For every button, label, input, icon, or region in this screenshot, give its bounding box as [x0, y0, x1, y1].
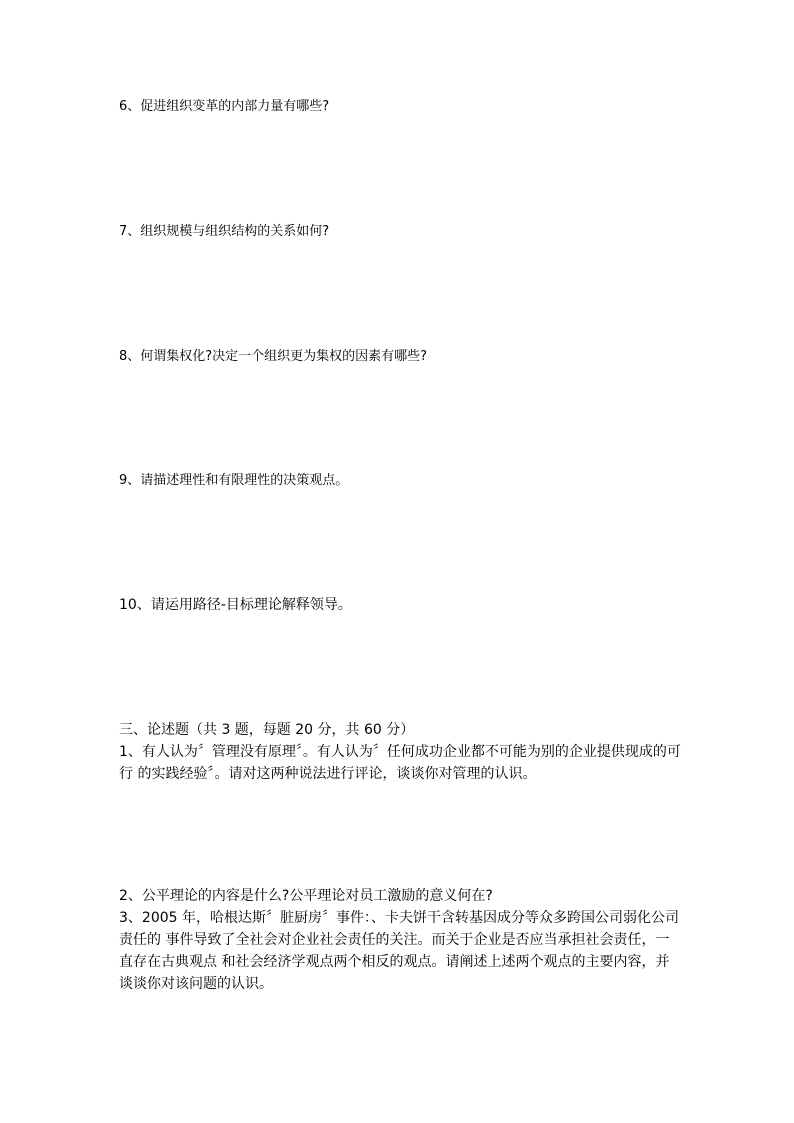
question-8: 8、何谓集权化?决定一个组织更为集权的因素有哪些? [119, 349, 428, 364]
essay-3-line-1: 3、2005 年，哈根达斯〞脏厨房〞事件：、卡夫饼干含转基因成分等众多跨国公司弱化公司 [119, 910, 679, 926]
section-heading: 三、论述题（共 3 题，每题 20 分，共 60 分） [119, 722, 415, 738]
essay-1-line-1: 1、有人认为〞管理没有原理〞。有人认为〞任何成功企业都不可能为别的企业提供现成的可 [119, 744, 681, 760]
question-7: 7、组织规模与组织结构的关系如何? [119, 224, 330, 239]
question-6: 6、促进组织变革的内部力量有哪些? [119, 99, 330, 114]
question-10: 10、请运用路径-目标理论解释领导。 [119, 597, 352, 613]
essay-3-line-4: 谈谈你对该问题的认识。 [119, 976, 273, 992]
essay-question-2: 2、公平理论的内容是什么?公平理论对员工激励的意义何在? [119, 888, 493, 904]
essay-3-line-2: 责任的 事件导致了全社会对企业社会责任的关注。而关于企业是否应当承担社会责任，一 [119, 932, 670, 948]
question-9: 9、请描述理性和有限理性的决策观点。 [119, 473, 349, 488]
essay-3-line-3: 直存在古典观点 和社会经济学观点两个相反的观点。请阐述上述两个观点的主要内容，并 [119, 954, 670, 970]
essay-question-1 [119, 741, 679, 785]
essay-1-line-2: 行 的实践经验〞。请对这两种说法进行评论，谈谈你对管理的认识。 [119, 766, 537, 782]
essay-question-3 [119, 907, 679, 995]
